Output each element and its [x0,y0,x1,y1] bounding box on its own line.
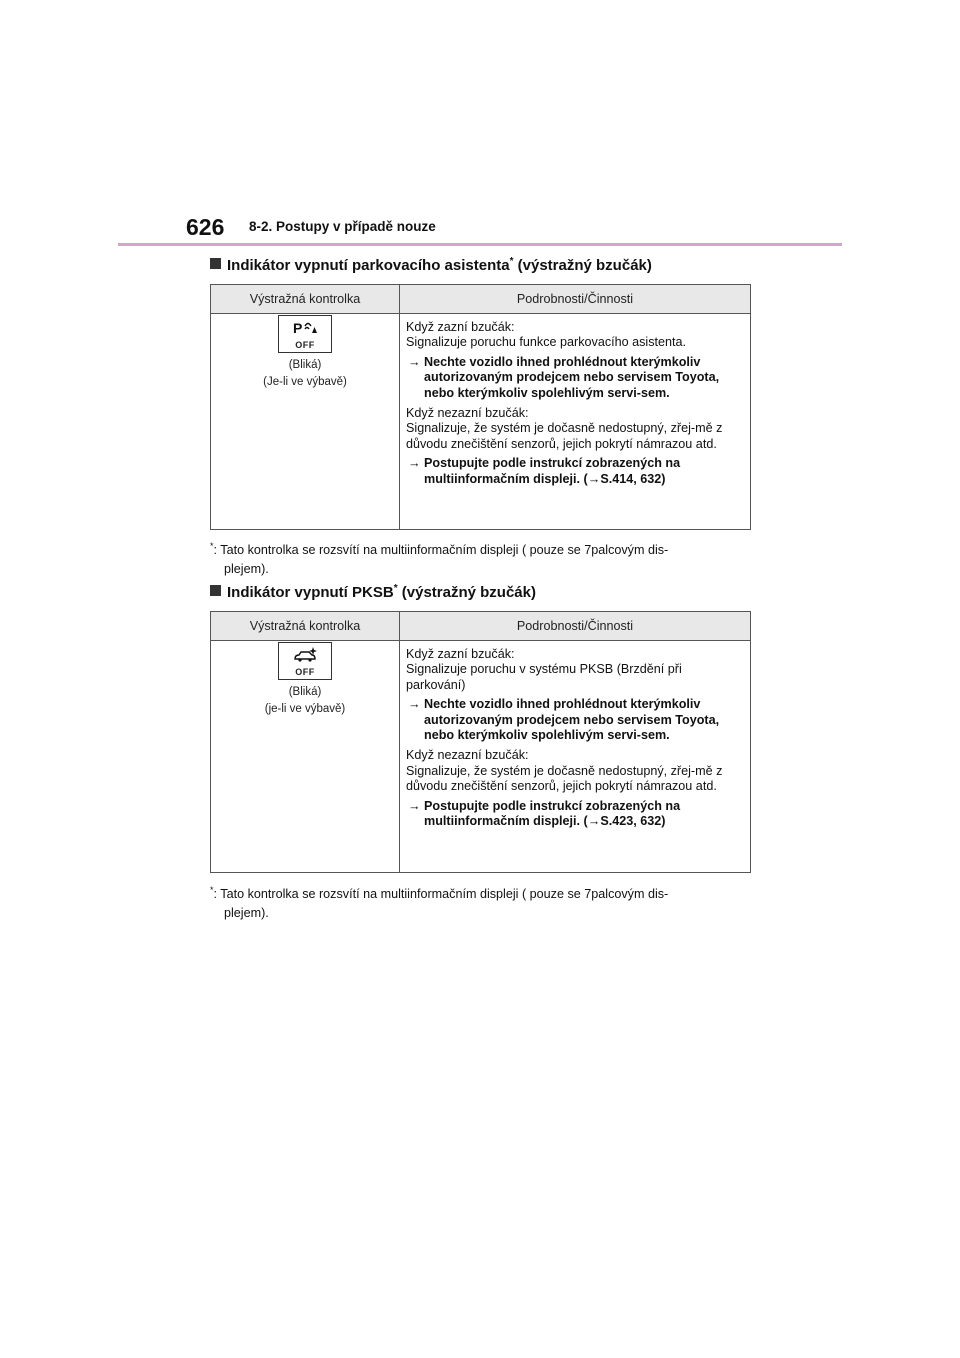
action-text: Nechte vozidlo ihned prohlédnout kterýmkoliv autorizovaným prodejcem nebo servisem Toyota, nebo kterýmkoliv spolehlivým servi-sem. [424,697,720,743]
footnote-continuation: plejem). [224,562,269,577]
column-header-details: Podrobnosti/Činnosti [400,285,751,314]
page-number: 626 [186,214,225,240]
footnote-text: : Tato kontrolka se rozsvítí na multiinformačním displeji ( pouze se 7palcovým dis- [213,887,669,902]
off-label: OFF [295,667,315,677]
action-instruction [406,697,744,743]
action-instruction [406,456,744,487]
action-instruction [406,355,744,401]
details-cell [400,314,751,530]
column-header-details: Podrobnosti/Činnosti [400,612,751,641]
page-reference-arrow: → [587,471,601,486]
availability-label: (je-li ve výbavě) [264,703,346,715]
buzzer-off-description: Signalizuje, že systém je dočasně nedostupný, zřej-mě z důvodu znečištění senzorů, jejich pokrytí námrazou atd. [406,421,723,451]
footnote [210,537,750,579]
pksb-off-icon [278,642,332,680]
buzzer-off-description: Signalizuje, že systém je dočasně nedostupný, zřej-mě z důvodu znečištění senzorů, jejich pokrytí námrazou atd. [406,763,723,794]
action-text: Nechte vozidlo ihned prohlédnout kterýmkoliv autorizovaným prodejcem nebo servisem Toyota, nebo kterýmkoliv spolehlivým servi-sem. [424,354,720,400]
action-text: Postupujte podle instrukcí zobrazených na multiinformačním displeji. ( [424,798,681,829]
section-heading-suffix: (výstražný bzučák) [397,584,536,601]
column-header-light: Výstražná kontrolka [211,612,400,641]
availability-label: (Je-li ve výbavě) [263,376,347,388]
page-reference-arrow: → [587,814,601,829]
page-reference: S.414, 632) [600,471,666,486]
footnote-marker: * [210,885,214,895]
section-heading [210,583,536,601]
off-label: OFF [295,340,315,350]
section-heading-suffix: (výstražný bzučák) [513,257,652,274]
square-bullet-icon [210,585,221,596]
buzzer-on-label: Když zazní bzučák: [406,647,515,661]
action-instruction [406,799,744,830]
action-text: Postupujte podle instrukcí zobrazených na multiinformačním displeji. ( [424,456,681,486]
blink-label: (Bliká) [288,686,322,698]
arrow-icon: → [408,456,421,471]
buzzer-on-description: Signalizuje poruchu funkce parkovacího asistenta. [406,335,687,350]
arrow-icon: → [408,354,421,369]
arrow-icon: → [408,798,421,813]
footnote-text: : Tato kontrolka se rozsvítí na multiinformačním displeji ( pouze se 7palcovým dis- [213,543,669,558]
buzzer-off-label: Když nezazní bzučák: [406,748,529,763]
section-heading [210,256,652,274]
footnote-marker: * [210,541,214,551]
buzzer-on-description: Signalizuje poruchu v systému PKSB (Brzdění při parkování) [406,662,682,692]
arrow-icon: → [408,697,421,712]
blink-label: (Bliká) [288,359,322,371]
page-reference: S.423, 632) [600,814,666,829]
column-header-light: Výstražná kontrolka [211,285,400,314]
indicator-cell [211,641,400,873]
footnote [210,881,750,923]
header-divider [118,243,842,246]
parking-assist-off-icon [278,315,332,353]
section-heading-text: Indikátor vypnutí parkovacího asistenta [227,257,510,274]
section-heading-text: Indikátor vypnutí PKSB [227,584,394,601]
footnote-continuation: plejem). [224,906,269,921]
warning-table [210,284,751,530]
svg-text:P: P [293,320,303,336]
footnote-marker: * [509,256,514,267]
indicator-cell [211,314,400,530]
footnote-marker: * [393,583,398,594]
square-bullet-icon [210,258,221,269]
buzzer-on-label: Když zazní bzučák: [406,320,515,334]
warning-table [210,611,751,873]
buzzer-off-label: Když nezazní bzučák: [406,406,529,421]
chapter-title: 8-2. Postupy v případě nouze [249,219,436,234]
details-cell [400,641,751,873]
